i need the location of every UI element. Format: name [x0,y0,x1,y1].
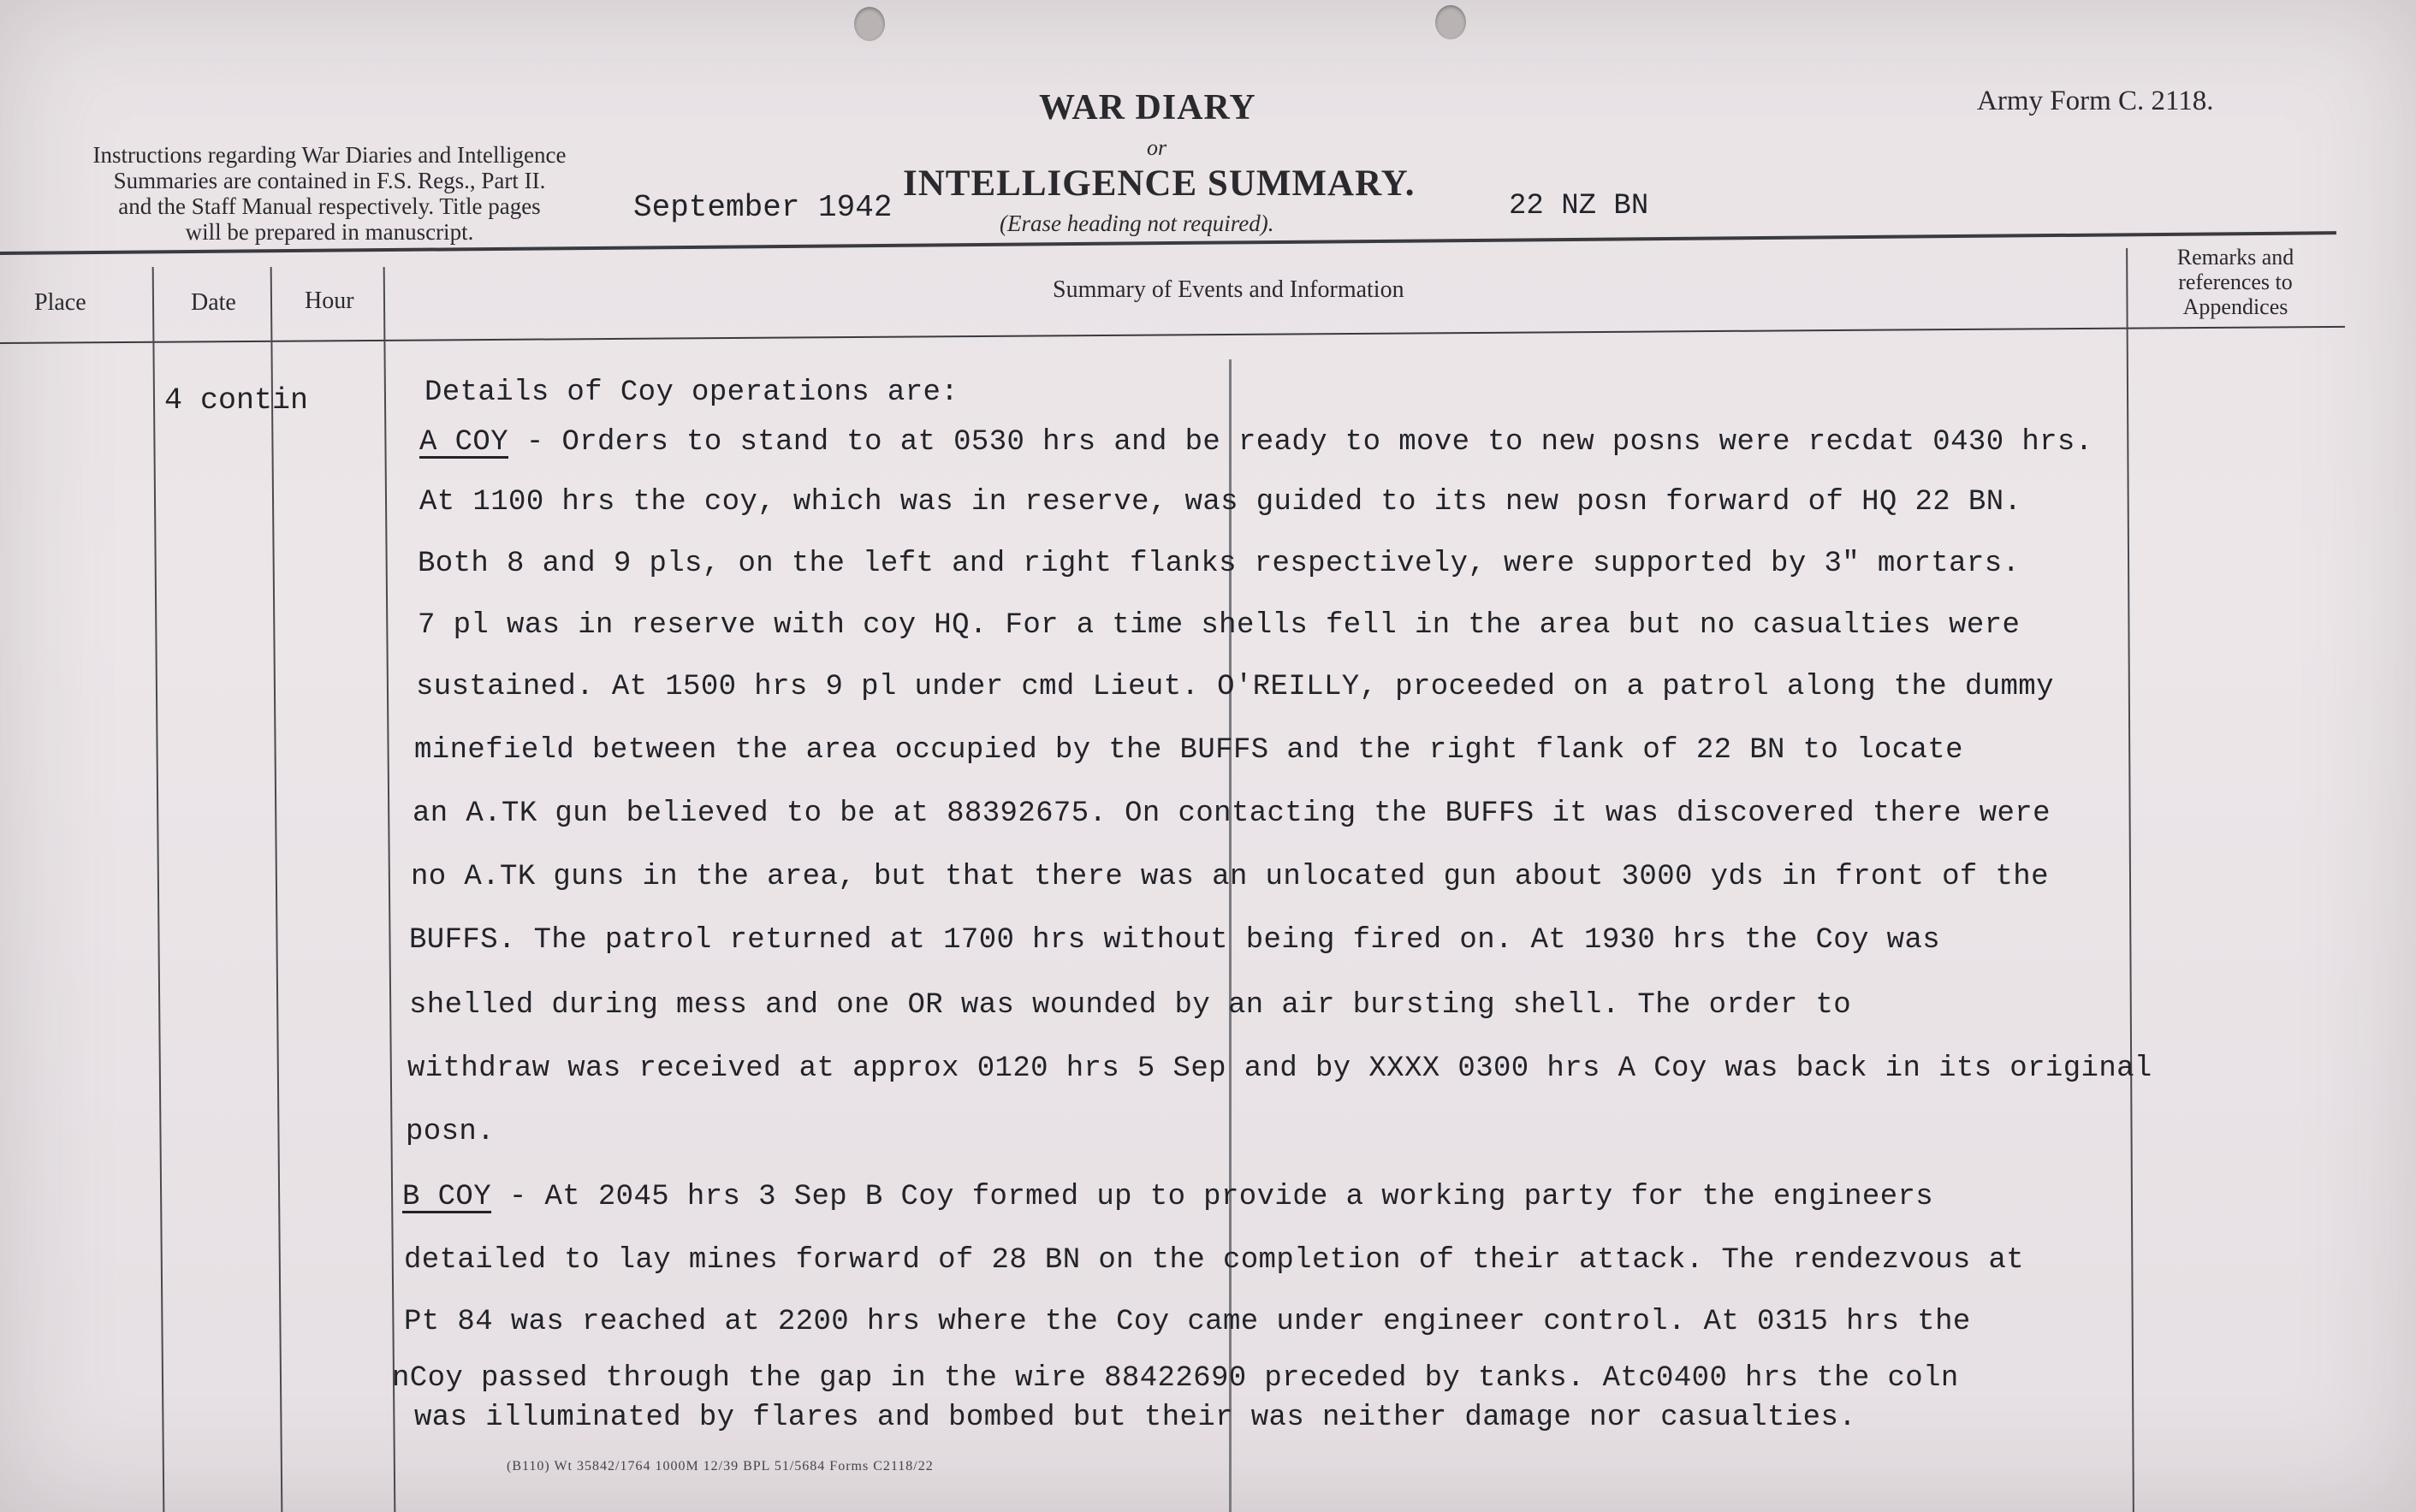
column-divider [2126,248,2134,1512]
remarks-line: references to [2178,270,2293,294]
summary-line-b-coy [402,1181,1933,1213]
b-coy-heading: B COY [402,1181,492,1213]
summary-line-a-coy [419,426,2093,459]
punch-hole-left [854,7,885,41]
unit-field: 22 NZ BN [1509,190,1649,222]
remarks-line: Appendices [2182,294,2288,319]
summary-line: detailed to lay mines forward of 28 BN on the completion of their attack. The rendezvous at [404,1244,2025,1277]
summary-line: withdraw was received at approx 0120 hrs 5 Sep and by XXXX 0300 hrs A Coy was back in its original [407,1052,2152,1085]
summary-line: Both 8 and 9 pls, on the left and right flanks respectively, were supported by 3" mortars. [418,548,2021,580]
form-print-code: (B110) Wt 35842/1764 1000M 12/39 BPL 51/5684 Forms C2118/22 [507,1459,934,1473]
column-header-remarks [2133,245,2338,319]
summary-line: no A.TK guns in the area, but that there was an unlocated gun about 3000 yds in front of the [411,861,2049,893]
instructions-line: will be prepared in manuscript. [185,219,474,245]
summary-line: Details of Coy operations are: [424,377,959,409]
summary-line: an A.TK gun believed to be at 88392675. On contacting the BUFFS it was discovered there were [413,798,2051,830]
instructions-line: Instructions regarding War Diaries and Intelligence [92,142,567,168]
month-field: September 1942 [633,190,893,225]
title-war-diary: WAR DIARY [1039,88,1256,127]
instructions-block [34,142,625,245]
column-divider [270,267,283,1512]
summary-line: posn. [406,1116,496,1148]
summary-line: sustained. At 1500 hrs 9 pl under cmd Lieut. O'REILLY, proceeded on a patrol along the dummy [416,671,2054,703]
summary-line-text: - At 2045 hrs 3 Sep B Coy formed up to provide a working party for the engineers [508,1181,1934,1213]
instructions-line: and the Staff Manual respectively. Title pages [118,193,541,219]
column-header-date: Date [191,289,236,316]
summary-line: BUFFS. The patrol returned at 1700 hrs without being fired on. At 1930 hrs the Coy was [409,924,1941,957]
remarks-line: Remarks and [2176,245,2294,270]
instructions-line: Summaries are contained in F.S. Regs., Part II. [113,168,546,193]
entry-date: 4 contin [164,383,309,418]
summary-line: Pt 84 was reached at 2200 hrs where the Coy came under engineer control. At 0315 hrs the [404,1306,1971,1338]
a-coy-heading: A COY [419,426,509,459]
summary-line-text: - Orders to stand to at 0530 hrs and be ready to move to new posns were recdat 0430 hrs. [525,426,2093,459]
summary-line: At 1100 hrs the coy, which was in reserve, was guided to its new posn forward of HQ 22 BN. [419,486,2022,519]
summary-line: was illuminated by flares and bombed but their was neither damage nor casualties. [414,1402,1857,1434]
summary-line: 7 pl was in reserve with coy HQ. For a time shells fell in the area but no casualties were [418,609,2021,642]
title-or: or [1147,135,1167,160]
title-note: (Erase heading not required). [1000,210,1274,236]
title-intelligence-summary: INTELLIGENCE SUMMARY. [903,163,1416,204]
form-number: Army Form C. 2118. [1977,86,2214,116]
header-rule-bottom [0,326,2345,344]
column-header-summary: Summary of Events and Information [1053,276,1404,303]
summary-line: minefield between the area occupied by the BUFFS and the right flank of 22 BN to locate [414,734,1963,767]
column-header-place: Place [34,289,86,316]
column-divider [152,267,165,1512]
punch-hole-right [1435,5,1466,39]
column-header-hour: Hour [305,288,354,314]
column-divider [383,267,396,1512]
summary-line: shelled during mess and one OR was wounded by an air bursting shell. The order to [409,989,1852,1022]
summary-line: nCoy passed through the gap in the wire 88422690 preceded by tanks. Atc0400 hrs the coln [392,1362,1959,1395]
